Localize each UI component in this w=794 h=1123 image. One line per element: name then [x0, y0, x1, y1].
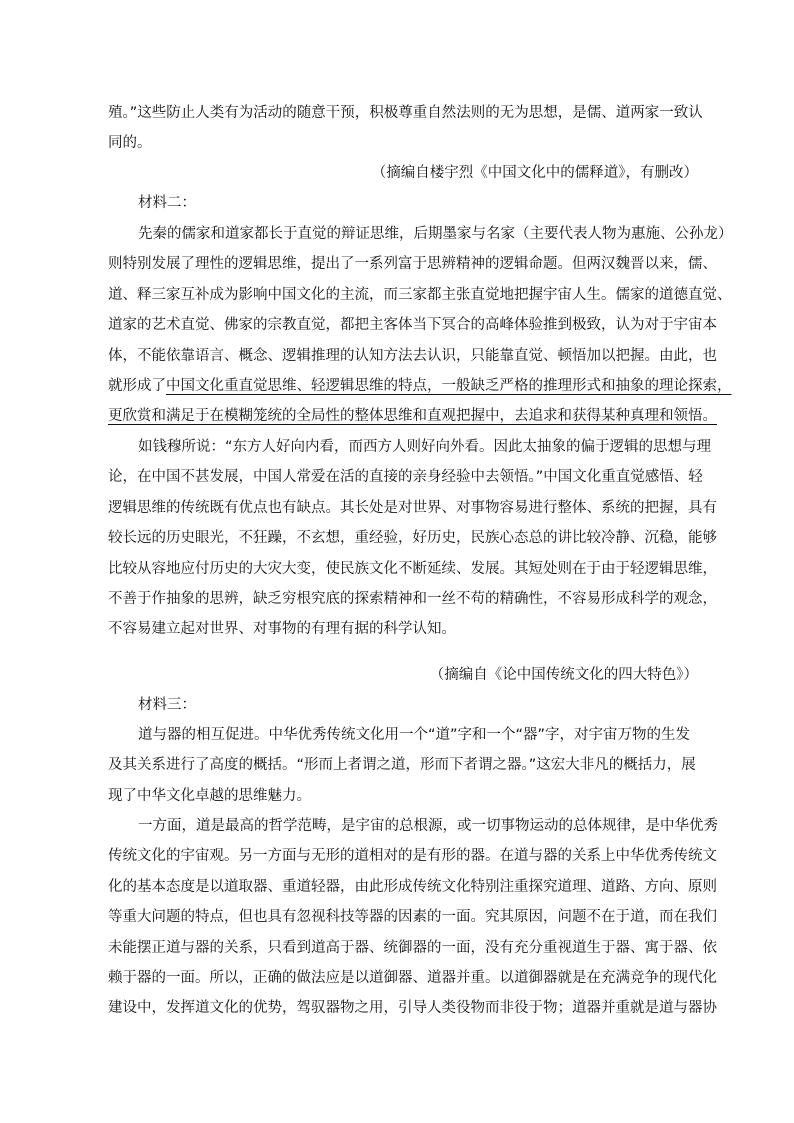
text-line: 现了中华文化卓越的思维魅力。 — [108, 787, 311, 804]
material2-paragraph-2 — [108, 432, 717, 645]
text-line: 建设中，发挥道文化的优势，驾驭器物之用，引导人类役物而非役于物；道器并重就是道与器协 — [108, 1000, 717, 1017]
text-line: 逻辑思维的传统既有优点也有缺点。其长处是对世界、对事物容易进行整体、系统的把握，具有 — [108, 499, 717, 516]
source-citation-2: （摘编自《论中国传统文化的四大特色》） — [429, 667, 698, 683]
material2-heading: 材料二： — [138, 195, 196, 211]
text-line: 同的。 — [108, 135, 152, 152]
material3-heading-block — [108, 690, 702, 720]
text-line: 道与器的相互促进。中华优秀传统文化用一个“道”字和一个“器”字，对宇宙万物的生发 — [138, 727, 691, 743]
text-line: 赖于器的一面。所以，正确的做法应是以道御器、道器并重。以道御器就是在充满竞争的现代化 — [108, 970, 717, 987]
material2-heading-block — [108, 188, 702, 218]
material3-paragraph-2 — [108, 811, 718, 1024]
text-line: 殖。”这些防止人类有为活动的随意干预，积极尊重自然法则的无为思想，是儒、道两家一致认 — [108, 105, 703, 121]
source-citation-1: （摘编自楼宇烈《中国文化中的儒释道》，有删改） — [371, 165, 698, 181]
text-line: 较长远的历史眼光，不狂躁，不玄想，重经验，好历史，民族心态总的讲比较冷静、沉稳，能够 — [108, 530, 717, 547]
text-line: 道、释三家互补成为影响中国文化的主流，而三家都主张直觉地把握宇宙人生。儒家的道德直觉、 — [108, 286, 732, 303]
text-line: 等重大问题的特点，但也具有忽视科技等器的因素的一面。究其原因，问题不在于道，而在我们 — [108, 909, 717, 926]
text-line — [108, 371, 732, 401]
text-line: 论，在中国不甚发展，中国人常爱在活的直接的亲身经验中去领悟。”中国文化重直觉感悟、轻 — [108, 469, 703, 486]
material3-paragraph-1 — [108, 720, 702, 811]
underlined-text: 中国文化重直觉思维、轻逻辑思维的特点，一般缺乏严格的推理形式和抽象的理论探索， — [166, 378, 732, 395]
material3-heading: 材料三： — [138, 697, 196, 713]
text-line: 如钱穆所说：“东方人好向内看，而西方人则好向外看。因此太抽象的偏于逻辑的思想与理 — [138, 439, 712, 455]
paragraph-intro — [108, 98, 702, 159]
text-line: 不容易建立起对世界、对事物的有理有据的科学认知。 — [108, 621, 456, 638]
text-line: 不善于作抽象的思辨，缺乏穷根究底的探索精神和一丝不苟的精确性，不容易形成科学的观念， — [108, 591, 717, 608]
text-line: 道家的艺术直觉、佛家的宗教直觉，都把主客体当下冥合的高峰体验推到极致，认为对于宇宙本 — [108, 317, 717, 334]
text-line: 比较从容地应付历史的大灾大变，使民族文化不断延续、发展。其短处则在于由于轻逻辑思维， — [108, 560, 717, 577]
text-line: 则特别发展了理性的逻辑思维，提出了一系列富于思辨精神的逻辑命题。但两汉魏晋以来，儒、 — [108, 256, 717, 273]
material2-paragraph-1 — [108, 219, 733, 432]
text-line: 传统文化的宇宙观。另一方面与无形的道相对的是有形的器。在道与器的关系上中华优秀传统文 — [108, 848, 717, 865]
text-line: 先秦的儒家和道家都长于直觉的辩证思维，后期墨家与名家（主要代表人物为惠施、公孙龙） — [138, 226, 733, 242]
text-line: 及其关系进行了高度的概括。“形而上者谓之道，形而下者谓之器。”这宏大非凡的概括力，展 — [108, 757, 696, 774]
text-line: 化的基本态度是以道取器、重道轻器，由此形成传统文化特别注重探究道理、道路、方向、原则 — [108, 878, 717, 895]
text-line: 一方面，道是最高的哲学范畴，是宇宙的总根源，或一切事物运动的总体规律，是中华优秀 — [138, 818, 718, 834]
text-plain: 就形成了 — [108, 378, 166, 395]
underlined-text: 更欣赏和满足于在模糊笼统的全局性的整体思维和直观把握中，去追求和获得某种真理和领悟。 — [108, 408, 717, 425]
text-line: 体，不能依靠语言、概念、逻辑推理的认知方法去认识，只能靠直觉、顿悟加以把握。由此，也 — [108, 347, 717, 364]
text-line: 未能摆正道与器的关系，只看到道高于器、统御器的一面，没有充分重视道生于器、寓于器、依 — [108, 939, 717, 956]
